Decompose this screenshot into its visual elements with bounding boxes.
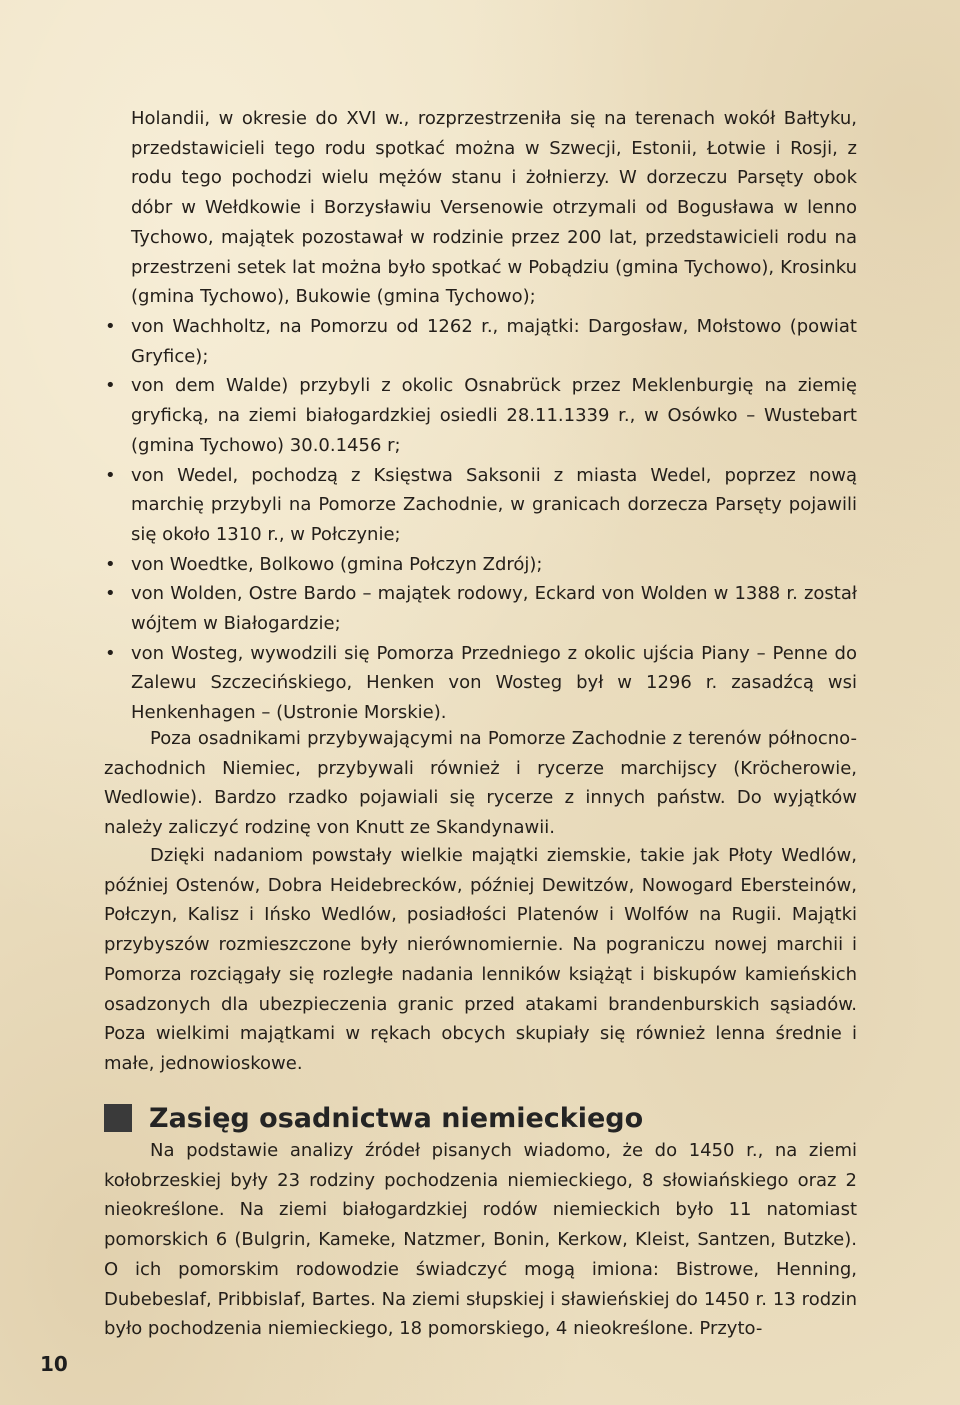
section-heading	[104, 1100, 643, 1136]
bullet-icon: •	[105, 464, 116, 486]
bullet-icon: •	[105, 642, 116, 664]
bullet-icon: •	[105, 553, 116, 575]
family-list	[105, 312, 857, 728]
body-paragraph-2: Dzięki nadaniom powstały wielkie majątki ziemskie, takie jak Płoty Wedlów, później Ostenów, Dobra Heidebrecków, później Dewitzów, Nowogard Ebersteinów, Połczyn, Kalisz i Ińsko Wedlów, posiadłości Platenów i Wolfów na Rugii. Majątki przybyszów rozmieszczone były nierównomiernie. Na pograniczu nowej marchii i Pomorza rozciągały się rozległe nadania lenników książąt i biskupów kamieńskich osadzonych dla ubezpieczenia granic przed atakami brandenburskich sąsiadów. Poza wielkimi majątkami w rękach obcych skupiały się również lenna średnie i małe, jednowioskowe.	[104, 845, 857, 1074]
list-item-text: von Wedel, pochodzą z Księstwa Saksonii z miasta Wedel, poprzez nową marchię przybyli na Pomorze Zachodnie, w granicach dorzecza Parsęty pojawili się około 1310 r., w Połczynie;	[131, 464, 857, 545]
bullet-icon: •	[105, 375, 116, 397]
list-item-text: von dem Walde) przybyli z okolic Osnabrück przez Meklenburgię na ziemię gryficką, na ziemi białogardzkiej osiedli 28.11.1339 r., w Osówko – Wustebart (gmina Tychowo) 30.0.1456 r;	[131, 375, 857, 456]
bullet-icon: •	[105, 583, 116, 605]
list-item-text: von Wolden, Ostre Bardo – majątek rodowy, Eckard von Wolden w 1388 r. został wójtem w Białogardzie;	[131, 583, 857, 635]
body-paragraph-3: Na podstawie analizy źródeł pisanych wiadomo, że do 1450 r., na ziemi kołobrzeskiej były 23 rodziny pochodzenia niemieckiego, 8 słowiańskiego oraz 2 nieokreślone. Na ziemi białogardzkiej rodów niemieckich było 11 natomiast pomorskich 6 (Bulgrin, Kameke, Natzmer, Bonin, Kerkow, Kleist, Santzen, Butzke). O ich pomorskim rodowodzie świadczyć mogą imiona: Bistrowe, Henning, Dubebeslaf, Pribbislaf, Bartes. Na ziemi słupskiej i sławieńskiej do 1450 r. 13 rodzin było pochodzenia niemieckiego, 18 pomorskiego, 4 nieokreślone. Przyto-	[104, 1140, 857, 1340]
list-item-text: von Wosteg, wywodzili się Pomorza Przedniego z okolic ujścia Piany – Penne do Zalewu Szczecińskiego, Henken von Wosteg był w 1296 r. zasadźcą wsi Henkenhagen – (Ustronie Morskie).	[131, 642, 857, 724]
list-item	[105, 579, 857, 638]
page-number: 10	[40, 1352, 68, 1376]
square-bullet-icon	[104, 1104, 132, 1132]
list-item	[105, 639, 857, 728]
list-item	[105, 550, 857, 580]
intro-paragraph: Holandii, w okresie do XVI w., rozprzestrzeniła się na terenach wokół Bałtyku, przedstawicieli tego rodu spotkać można w Szwecji, Estonii, Łotwie i Rosji, z rodu tego pochodzi wielu mężów stanu i żołnierzy. W dorzeczu Parsęty obok dóbr w Wełdkowie i Borzysławiu Versenowie otrzymali od Bogusława w lenno Tychowo, majątek pozostawał w rodzinie przez 200 lat, przedstawicieli rodu na przestrzeni setek lat można było spotkać w Pobądziu (gmina Tychowo), Krosinku (gmina Tychowo), Bukowie (gmina Tychowo);	[131, 108, 857, 308]
list-item	[105, 371, 857, 460]
list-item-text: von Wachholtz, na Pomorzu od 1262 r., majątki: Dargosław, Mołstowo (powiat Gryfice);	[131, 316, 857, 367]
list-item	[105, 312, 857, 371]
list-item-text: von Woedtke, Bolkowo (gmina Połczyn Zdrój);	[131, 553, 543, 575]
bullet-icon: •	[105, 316, 116, 337]
list-item	[105, 461, 857, 550]
section-title: Zasięg osadnictwa niemieckiego	[149, 1102, 644, 1134]
body-paragraph-1: Poza osadnikami przybywającymi na Pomorze Zachodnie z terenów północno-zachodnich Niemiec, przybywali również i rycerze marchijscy (Kröcherowie, Wedlowie). Bardzo rzadko pojawiali się rycerze z innych państw. Do wyjątków należy zaliczyć rodzinę von Knutt ze Skandynawii.	[104, 728, 857, 839]
